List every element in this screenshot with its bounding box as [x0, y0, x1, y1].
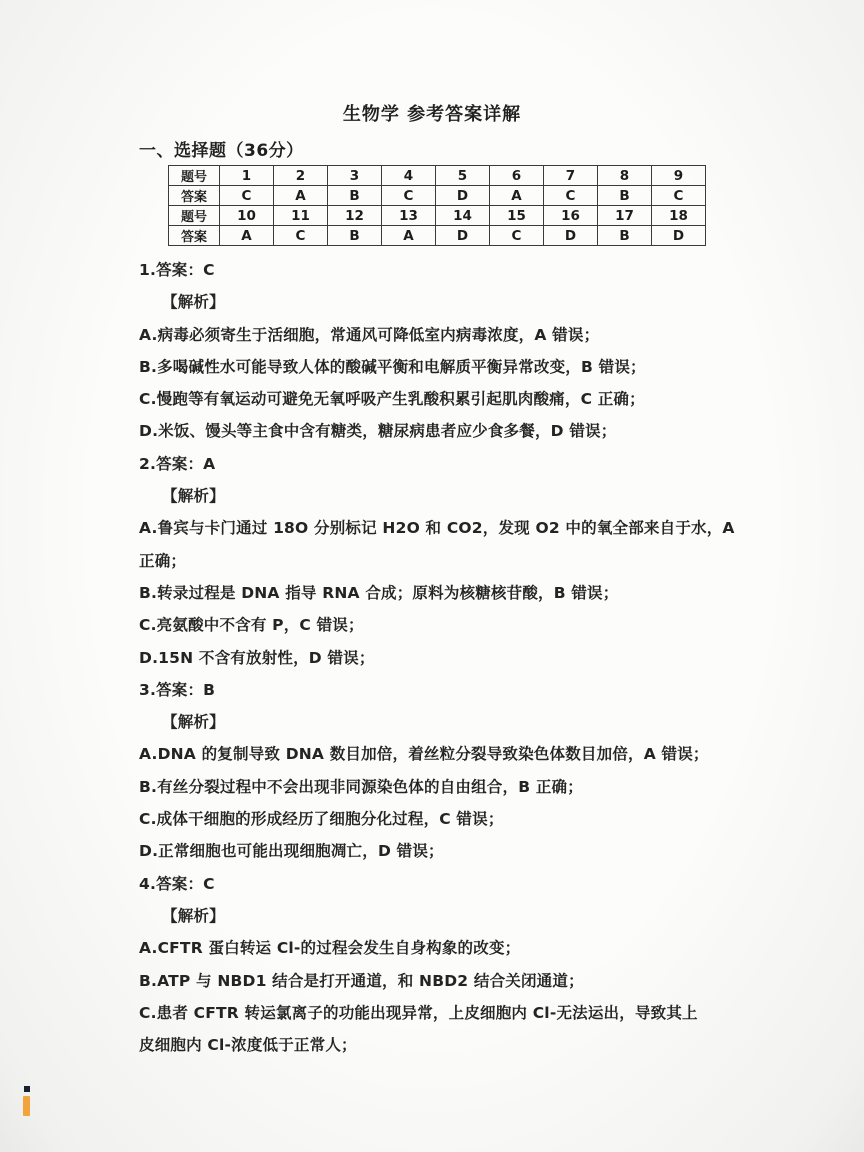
explanation-line: D.正常细胞也可能出现细胞凋亡，D 错误； — [139, 842, 444, 861]
row-label-cell: 答案 — [169, 186, 220, 206]
table-cell: 16 — [544, 206, 598, 226]
explanation-line: A.病毒必须寄生于活细胞，常通风可降低室内病毒浓度，A 错误； — [139, 325, 600, 344]
table-cell: 11 — [274, 206, 328, 226]
answer-line: 3.答案：B — [139, 680, 216, 699]
explanation-line: A.鲁宾与卡门通过 18O 分别标记 H2O 和 CO2，发现 O2 中的氧全部来自于水，A — [139, 519, 735, 538]
explanation-line: C.慢跑等有氧运动可避免无氧呼吸产生乳酸积累引起肌肉酸痛，C 正确； — [139, 390, 645, 409]
explanations — [139, 254, 739, 1061]
table-cell: 18 — [652, 206, 706, 226]
explanation-line: 皮细胞内 Cl-浓度低于正常人； — [139, 1036, 357, 1055]
page-title: 生物学 参考答案详解 — [342, 104, 522, 125]
watermark-dot-icon — [24, 1086, 30, 1092]
answer-table — [168, 165, 706, 246]
table-cell: A — [220, 226, 274, 246]
table-cell: D — [436, 186, 490, 206]
table-cell: D — [652, 226, 706, 246]
table-cell: 14 — [436, 206, 490, 226]
answer-line: 1.答案：C — [139, 261, 215, 279]
row-label-cell: 题号 — [169, 206, 220, 226]
explanation-line: B.转录过程是 DNA 指导 RNA 合成；原料为核糖核苷酸，B 错误； — [139, 583, 619, 602]
explanation-line: A.CFTR 蛋白转运 Cl-的过程会发生自身构象的改变； — [139, 939, 521, 958]
answer-line: 4.答案：C — [139, 874, 215, 893]
explanation-line: B.多喝碱性水可能导致人体的酸碱平衡和电解质平衡异常改变，B 错误； — [139, 357, 646, 376]
table-cell: C — [652, 186, 706, 206]
table-cell: 8 — [598, 166, 652, 186]
table-cell: 15 — [490, 206, 544, 226]
table-cell: 9 — [652, 166, 706, 186]
table-cell: C — [490, 226, 544, 246]
table-cell: 10 — [220, 206, 274, 226]
table-cell: 6 — [490, 166, 544, 186]
table-row — [169, 186, 706, 206]
explanation-line: 正确； — [139, 551, 187, 570]
table-cell: C — [220, 186, 274, 206]
explanation-line: C.亮氨酸中不含有 P，C 错误； — [139, 616, 364, 635]
watermark-i — [23, 1086, 33, 1116]
explanation-line: B.ATP 与 NBD1 结合是打开通道，和 NBD2 结合关闭通道； — [139, 971, 584, 990]
table-cell: 5 — [436, 166, 490, 186]
table-cell: C — [544, 186, 598, 206]
explanation-line: C.患者 CFTR 转运氯离子的功能出现异常，上皮细胞内 Cl-无法运出，导致其上 — [139, 1003, 698, 1022]
table-cell: B — [598, 226, 652, 246]
explanation-line: A.DNA 的复制导致 DNA 数目加倍，着丝粒分裂导致染色体数目加倍，A 错误； — [139, 745, 709, 764]
analysis-label: 【解析】 — [162, 906, 225, 925]
table-row — [169, 206, 706, 226]
row-label-cell: 题号 — [169, 166, 220, 186]
table-cell: 7 — [544, 166, 598, 186]
table-cell: 3 — [328, 166, 382, 186]
table-cell: 1 — [220, 166, 274, 186]
table-cell: B — [598, 186, 652, 206]
watermark-bar-icon — [23, 1096, 30, 1116]
answer-table-body — [169, 166, 706, 246]
explanation-line: D.15N 不含有放射性，D 错误； — [139, 648, 375, 667]
table-cell: D — [544, 226, 598, 246]
table-cell: 13 — [382, 206, 436, 226]
table-cell: A — [274, 186, 328, 206]
table-cell: B — [328, 226, 382, 246]
answer-line: 2.答案：A — [139, 454, 216, 473]
section-heading: 一、选择题（36分） — [139, 141, 304, 161]
explanation-line: B.有丝分裂过程中不会出现非同源染色体的自由组合，B 正确； — [139, 777, 583, 796]
table-row — [169, 226, 706, 246]
analysis-label: 【解析】 — [162, 487, 225, 506]
table-cell: C — [382, 186, 436, 206]
table-cell: D — [436, 226, 490, 246]
table-cell: 12 — [328, 206, 382, 226]
table-cell: B — [328, 186, 382, 206]
table-cell: A — [490, 186, 544, 206]
table-cell: C — [274, 226, 328, 246]
explanation-line: D.米饭、馒头等主食中含有糖类，糖尿病患者应少食多餐，D 错误； — [139, 422, 617, 441]
table-cell: A — [382, 226, 436, 246]
analysis-label: 【解析】 — [162, 293, 225, 312]
table-row — [169, 166, 706, 186]
row-label-cell: 答案 — [169, 226, 220, 246]
explanation-line: C.成体干细胞的形成经历了细胞分化过程，C 错误； — [139, 810, 504, 829]
table-cell: 2 — [274, 166, 328, 186]
table-cell: 17 — [598, 206, 652, 226]
analysis-label: 【解析】 — [162, 713, 225, 732]
table-cell: 4 — [382, 166, 436, 186]
